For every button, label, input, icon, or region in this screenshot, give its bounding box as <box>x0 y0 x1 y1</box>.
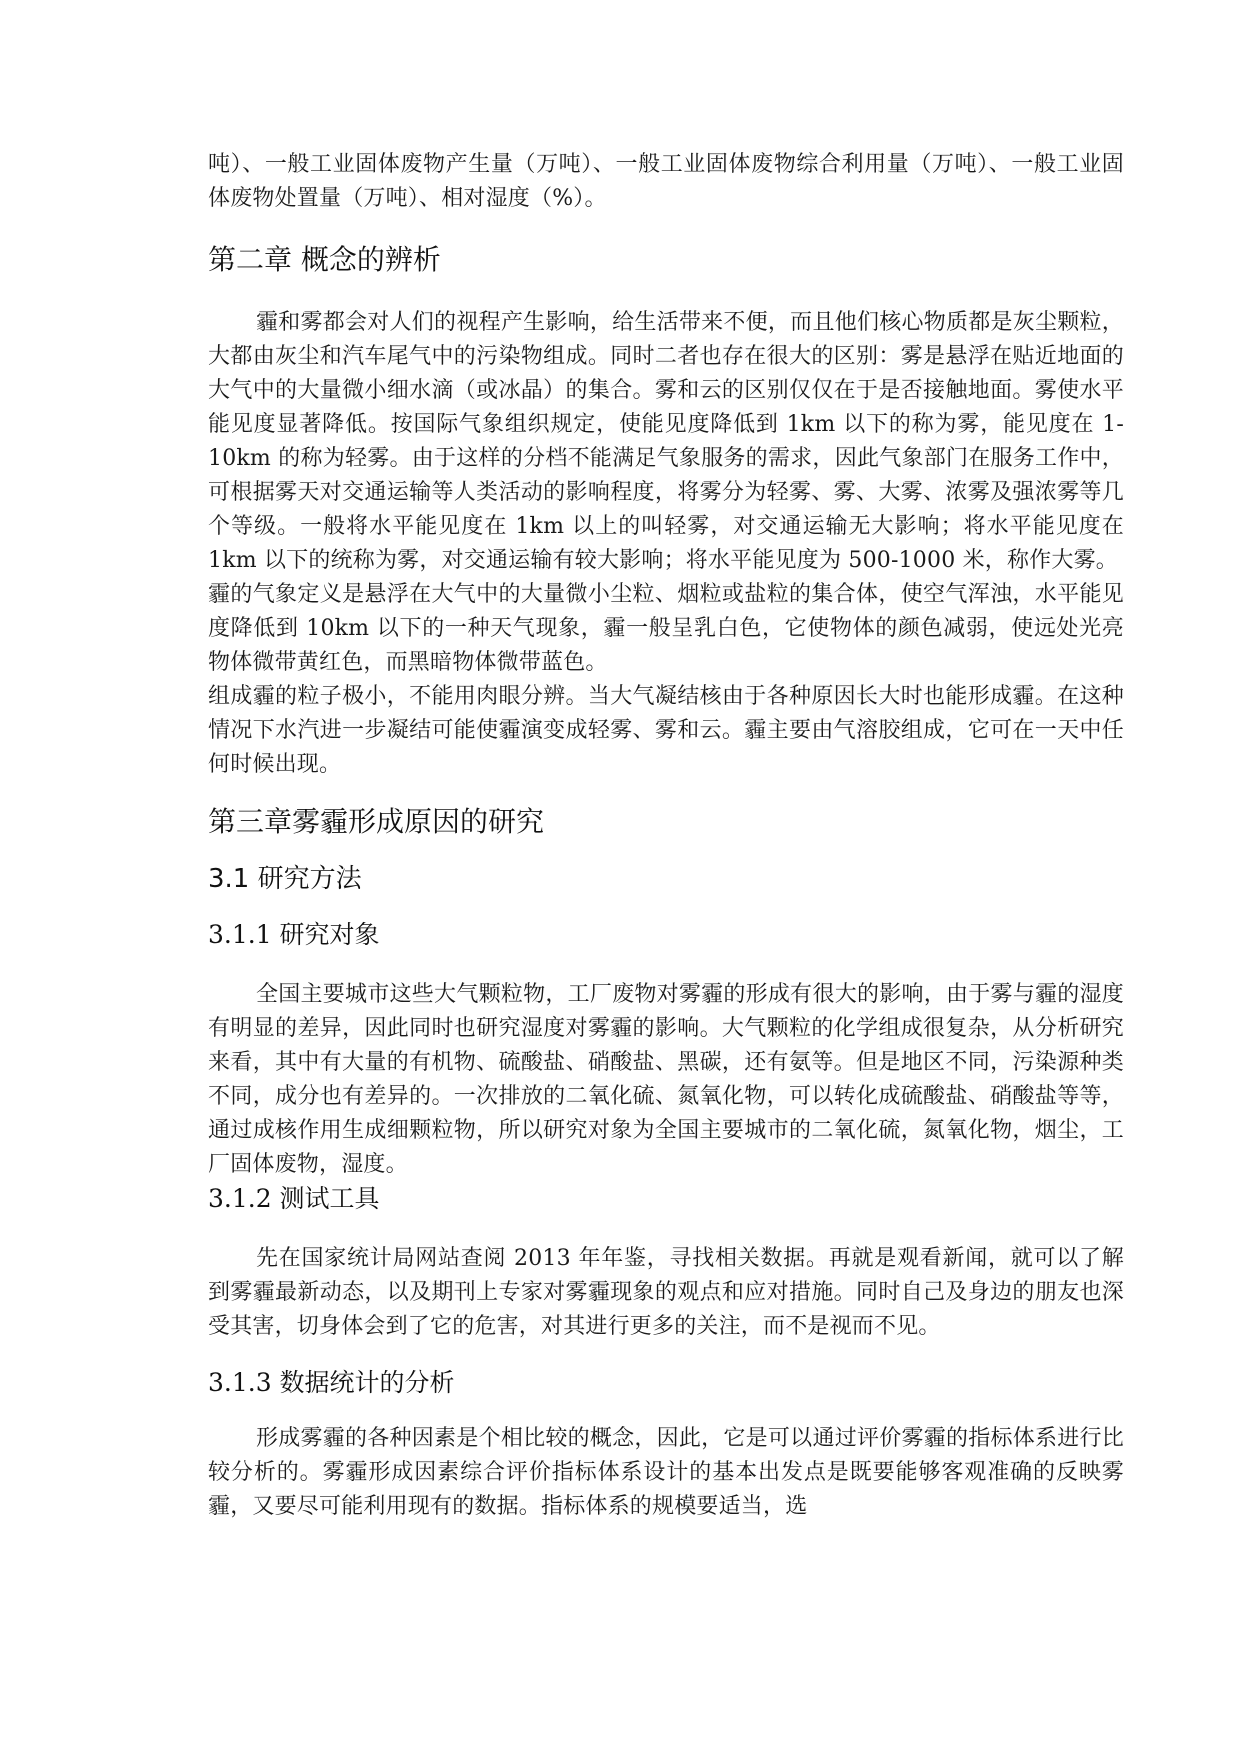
chapter-2-heading: 第二章 概念的辨析 <box>208 243 441 276</box>
chapter-3-heading: 第三章雾霾形成原因的研究 <box>208 805 545 838</box>
section-3-1-3-paragraph: 形成雾霾的各种因素是个相比较的概念，因此，它是可以通过评价雾霾的指标体系进行比较分析的。雾霾形成因素综合评价指标体系设计的基本出发点是既要能够客观准确的反映雾霾，又要尽可能利用现有的数据。指标体系的规模要适当，选 <box>208 1426 1124 1519</box>
chapter-2-paragraph-3: 组成霾的粒子极小，不能用肉眼分辨。当大气凝结核由于各种原因长大时也能形成霾。在这种情况下水汽进一步凝结可能使霾演变成轻雾、雾和云。霾主要由气溶胶组成，它可在一天中任何时候出现。 <box>208 684 1124 777</box>
chapter-2-paragraph-1: 霾和雾都会对人们的视程产生影响，给生活带来不便，而且他们核心物质都是灰尘颗粒，大都由灰尘和汽车尾气中的污染物组成。同时二者也存在很大的区别：雾是悬浮在贴近地面的大气中的大量微小细水滴（或冰晶）的集合。雾和云的区别仅仅在于是否接触地面。雾使水平能见度显著降低。按国际气象组织规定，使能见度降低到 1km 以下的称为雾，能见度在 1-10km 的称为轻雾。由于这样的分档不能满足气象服务的需求，因此气象部门在服务工作中，可根据雾天对交通运输等人类活动的影响程度，将雾分为轻雾、雾、大雾、浓雾及强浓雾等几个等级。一般将水平能见度在 1km 以上的叫轻雾，对交通运输无大影响；将水平能见度在 1km 以下的统称为雾，对交通运输有较大影响；将水平能见度为 500-1000 米，称作大雾。 <box>208 310 1124 573</box>
section-3-1-3-heading: 3.1.3 数据统计的分析 <box>208 1368 455 1397</box>
section-3-1-2-paragraph: 先在国家统计局网站查阅 2013 年年鉴，寻找相关数据。再就是观看新闻，就可以了解到雾霾最新动态，以及期刊上专家对雾霾现象的观点和应对措施。同时自己及身边的朋友也深受其害，切身体会到了它的危害，对其进行更多的关注，而不是视而不见。 <box>208 1246 1124 1339</box>
section-3-1-1-heading: 3.1.1 研究对象 <box>208 920 380 949</box>
section-3-1-1-paragraph: 全国主要城市这些大气颗粒物，工厂废物对雾霾的形成有很大的影响，由于雾与霾的湿度有明显的差异，因此同时也研究湿度对雾霾的影响。大气颗粒的化学组成很复杂，从分析研究来看，其中有大量的有机物、硫酸盐、硝酸盐、黑碳，还有氨等。但是地区不同，污染源种类不同，成分也有差异的。一次排放的二氧化硫、氮氧化物，可以转化成硫酸盐、硝酸盐等等，通过成核作用生成细颗粒物，所以研究对象为全国主要城市的二氧化硫，氮氧化物，烟尘，工厂固体废物，湿度。 <box>208 982 1124 1177</box>
intro-paragraph: 吨）、一般工业固体废物产生量（万吨）、一般工业固体废物综合利用量（万吨）、一般工业固体废物处置量（万吨）、相对湿度（%）。 <box>208 152 1124 211</box>
document-page <box>208 148 1124 1524</box>
chapter-2-paragraph-2: 霾的气象定义是悬浮在大气中的大量微小尘粒、烟粒或盐粒的集合体，使空气浑浊，水平能见度降低到 10km 以下的一种天气现象，霾一般呈乳白色，它使物体的颜色减弱，使远处光亮物体微带黄红色，而黑暗物体微带蓝色。 <box>208 582 1124 675</box>
section-3-1-heading: 3.1 研究方法 <box>208 864 362 894</box>
section-3-1-2-heading: 3.1.2 测试工具 <box>208 1184 380 1213</box>
